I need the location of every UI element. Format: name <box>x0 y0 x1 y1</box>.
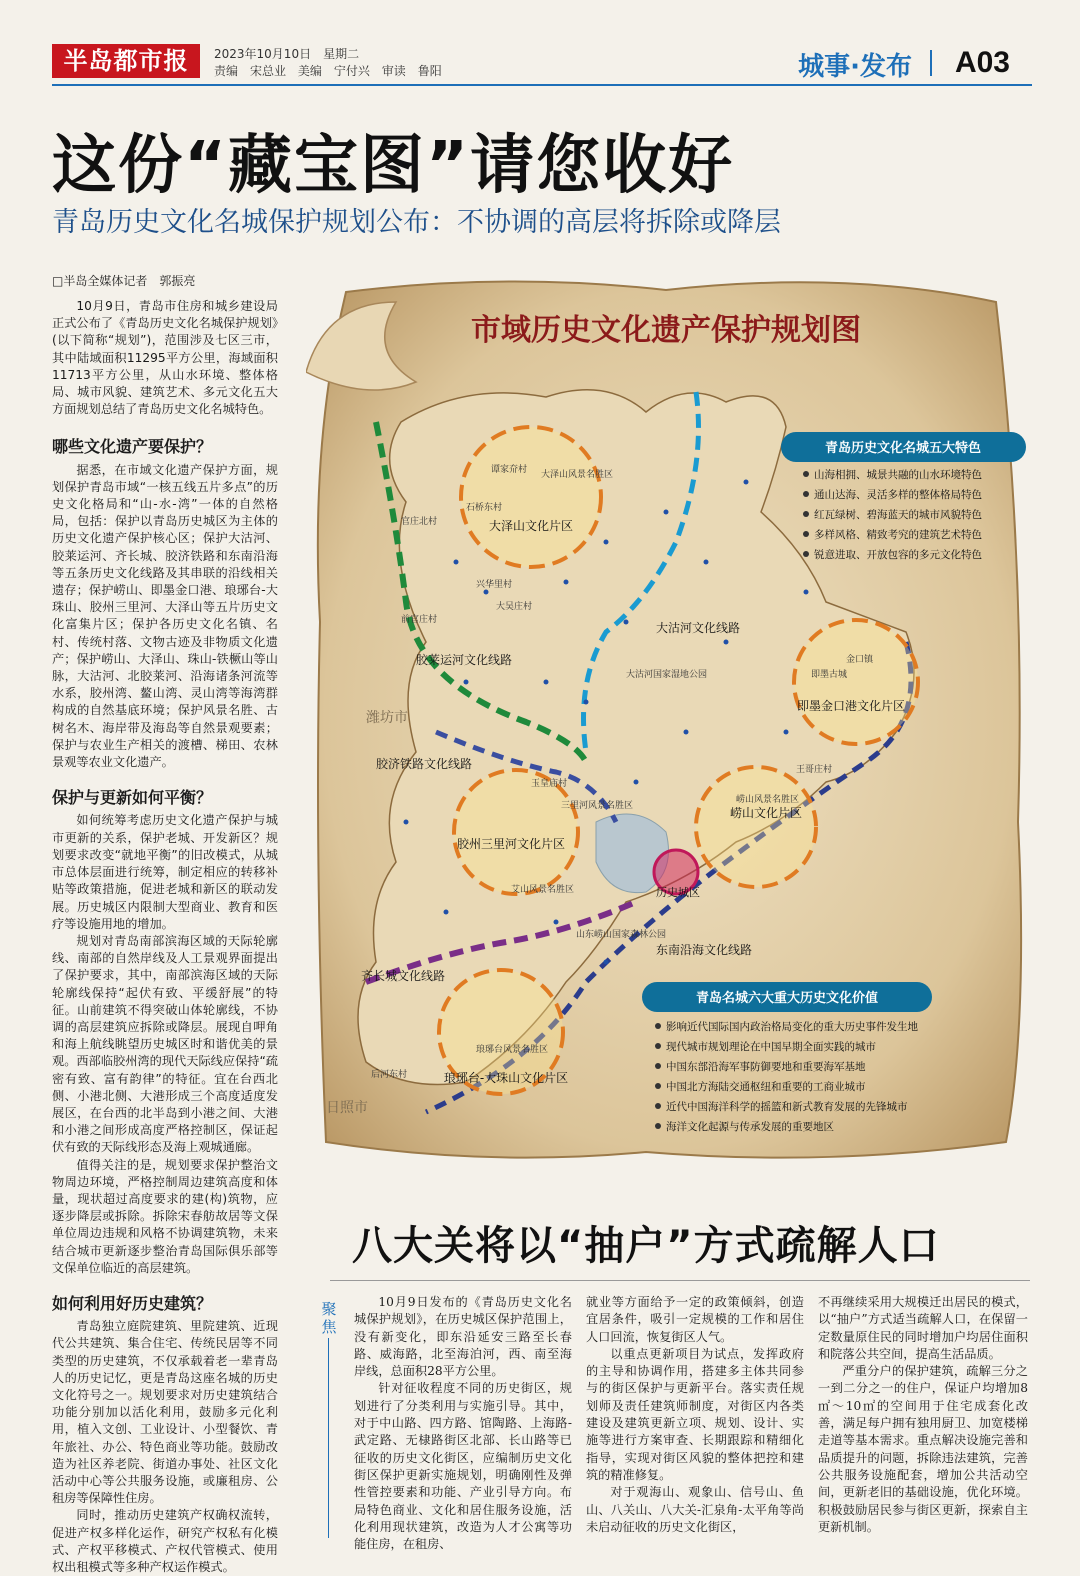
reviewer-credit: 审读 鲁阳 <box>381 64 442 78</box>
route-label-jiaolai: 胶莱运河文化线路 <box>416 653 513 667</box>
masthead <box>52 44 1032 82</box>
answer-paragraph-3b: 同时，推动历史建筑产权确权流转，促进产权多样化运作，研究产权私有化模式、产权平移模式、产权代管模式、使用权出租模式等多种产权运作模式。 <box>52 1508 278 1575</box>
section-name: 城事·发布 <box>798 52 912 82</box>
intro-paragraph: 10月9日，青岛市住房和城乡建设局正式公布了《青岛历史文化名城保护规划》(以下简称“规划”)，范围涉及七区三市，其中陆域面积11295平方公里，海域面积11713平方公里，从山水环境、整体格局、城市风貌、建筑艺术、多元文化五大方面规划总结了青岛历史文化名城特色。 <box>52 299 278 417</box>
story-paragraph: 不再继续采用大规模迁出居民的模式，以“抽户”方式适当疏解人口，在保留一定数量原住民的同时增加户均居住面积和院落公共空间，提高生活品质。 <box>818 1295 1028 1361</box>
focus-tag-line <box>328 1338 329 1538</box>
place-label-weifang: 潍坊市 <box>366 710 408 726</box>
point-label: 琅琊台风景名胜区 <box>476 1045 549 1055</box>
designer-credit: 美编 宁付兴 <box>297 64 370 78</box>
values-title: 青岛名城六大重大历史文化价值 <box>695 991 879 1006</box>
question-heading-2: 保护与更新如何平衡？ <box>52 788 213 808</box>
point-label: 金口镇 <box>846 655 874 665</box>
place-label-rizhao: 日照市 <box>326 1100 368 1116</box>
map-title: 市域历史文化遗产保护规划图 <box>471 313 861 348</box>
article-left-column <box>52 298 278 1576</box>
answer-paragraph-1: 据悉，在市域文化遗产保护方面，规划保护青岛市域“一核五线五片多点”的历史文化格局和“山-水-湾”一体的自然格局，包括：保护以青岛历史城区为主体的历史文化遗产保护核心区；保护大沽河、胶莱运河、齐长城、胶济铁路和东南沿海等五条历史文化线路及其串联的沿线相关遗存；保护崂山、即墨金口港、琅琊台-大珠山、胶州三里河、大泽山等五片历史文化富集片区；保护各历史文化名镇、名村、传统村落、文物古迹及非物质文化遗产；保护崂山、大泽山、珠山-铁橛山等山脉，大沽河、北胶莱河、沿海诸条河流等水系，胶州湾、鳌山湾、灵山湾等海湾群构成的自然基底环境；保护风景名胜、古树名木、海岸带及海岛等自然景观要素；保护与农业生产相关的渡槽、梯田、农林景观等农业文化遗产。 <box>52 462 278 770</box>
point-label: 谭家夼村 <box>491 465 528 475</box>
point-label: 玉皇庙村 <box>531 779 568 789</box>
point-label: 三里河风景名胜区 <box>561 801 634 811</box>
district-circle-jinkou <box>794 620 918 744</box>
section-divider <box>930 50 932 76</box>
story-column-3 <box>818 1294 1028 1536</box>
value-item: 现代城市规划理论在中国早期全面实践的城市 <box>666 1041 876 1053</box>
story-paragraph: 10月9日发布的《青岛历史文化名城保护规划》，在历史城区保护范围上，没有新变化，即东沿延安三路至长春路、威海路，北至海泊河，西、南至海岸线，总面积28平方公里。 <box>354 1295 572 1379</box>
district-circle-dazeshan <box>461 427 601 567</box>
historic-core-label: 历史城区 <box>656 886 700 899</box>
value-item: 影响近代国际国内政治格局变化的重大历史事件发生地 <box>666 1021 918 1033</box>
route-label-qichangcheng: 齐长城文化线路 <box>361 969 446 983</box>
heritage-map <box>306 262 1036 1172</box>
point-label: 崂山风景名胜区 <box>736 795 800 805</box>
question-heading-1: 哪些文化遗产要保护？ <box>52 437 213 457</box>
district-label-langyatai: 琅琊台-大珠山文化片区 <box>443 1071 569 1085</box>
masthead-rule <box>52 84 1032 86</box>
feature-item: 多样风格、精致考究的建筑艺术特色 <box>814 529 982 541</box>
story-paragraph: 就业等方面给予一定的政策倾斜，创造宜居条件，吸引一定规模的工作和居住人口回流，恢复街区人气。 <box>586 1295 804 1344</box>
point-label: 兴华里村 <box>476 580 513 590</box>
route-label-dagu: 大沽河文化线路 <box>656 621 741 635</box>
district-label-laoshan: 崂山文化片区 <box>729 806 803 820</box>
district-label-dazeshan: 大泽山文化片区 <box>488 519 574 533</box>
feature-item: 通山达海、灵活多样的整体格局特色 <box>814 489 982 501</box>
value-item: 海洋文化起源与传承发展的重要地区 <box>666 1121 834 1133</box>
feature-item: 红瓦绿树、碧海蓝天的城市风貌特色 <box>814 509 982 521</box>
value-item: 近代中国海洋科学的摇篮和新式教育发展的先锋城市 <box>666 1101 908 1113</box>
question-heading-3: 如何利用好历史建筑？ <box>52 1293 213 1313</box>
point-label: 官庄北村 <box>401 517 438 527</box>
story-paragraph: 严重分户的保护建筑，疏解三分之一到二分之一的住户，保证户均增加8㎡～10㎡的空间用于住宅成套化改善，满足每户拥有独用厨卫、加宽楼梯走道等基本需求。重点解决设施完善和品质提升的问题，拆除违法建筑，完善公共服务设施配套，增加公共活动空间，更新老旧的基础设施，优化环境。积极鼓励居民参与街区更新，探索自主更新机制。 <box>818 1364 1028 1534</box>
district-label-jinkou: 即墨金口港文化片区 <box>796 699 906 713</box>
point-label: 山东崂山国家森林公园 <box>576 930 667 940</box>
point-label: 石桥东村 <box>466 503 503 513</box>
story-paragraph: 以重点更新项目为试点，发挥政府的主导和协调作用，搭建多主体共同参与的街区保护与更新平台。落实责任规划师及责任建筑师制度，对街区内各类建设及建筑更新立项、规划、设计、实施等进行方案审查、长期跟踪和精细化指导，实现对街区风貌的整体把控和建筑的精准修复。 <box>586 1346 804 1482</box>
headline: 这份“藏宝图”请您收好 <box>52 129 735 203</box>
story-paragraph: 针对征收程度不同的历史街区，规划进行了分类利用与实施引导。其中，对于中山路、四方路、馆陶路、上海路-武定路、无棣路街区北部、长山路等已征收的历史文化街区，应编制历史文化街区保护更新实施规划，明确刚性及弹性管控要素和功能、产业引导方向。布局特色商业、文化和居住服务设施，活化利用现状建筑，改造为人才公寓等功能住房，在租房、 <box>354 1381 572 1552</box>
district-circle-laoshan <box>696 767 816 887</box>
answer-paragraph-2a: 如何统筹考虑历史文化遗产保护与城市更新的关系，保护老城、开发新区？规划要求改变“就地平衡”的旧改模式，从城市总体层面进行统筹，制定相应的转移补贴等政策措施，促进老城和新区的联动发展。历史城区内限制大型商业、教育和医疗等设施用地的增加。 <box>52 813 278 931</box>
features-title: 青岛历史文化名城五大特色 <box>824 441 982 456</box>
byline: □半岛全媒体记者 郭振亮 <box>52 274 196 288</box>
point-label: 王哥庄村 <box>796 765 833 775</box>
answer-paragraph-2b: 规划对青岛南部滨海区域的天际轮廓线、南部的自然岸线及人工景观界面提出了保护要求，其中，南部滨海区域的天际轮廓线保持“起伏有致、平缓舒展”的特征。山前建筑不得突破山体轮廓线，不协调的高层建筑应拆除或降层。展现自呷角和海上航线眺望历史城区时和谐优美的景观。西部临胶州湾的现代天际线应保持“疏密有致、富有韵律”的特征。宜在台西北侧、小港北侧、大港形成三个高度适度发展区，在台西的北半岛到小港之间、大港和小港之间形成高度严格控制区，保证起伏有致的天际线形态及海上观城通廊。 <box>52 933 278 1155</box>
value-item: 中国北方海陆交通枢纽和重要的工商业城市 <box>666 1081 866 1093</box>
point-label: 大沽河国家湿地公园 <box>626 670 708 680</box>
feature-item: 山海相拥、城景共融的山水环境特色 <box>814 469 982 481</box>
point-label: 大吴庄村 <box>496 602 533 612</box>
story-column-2 <box>586 1294 804 1536</box>
date-line: 2023年10月10日 星期二 <box>214 47 360 61</box>
point-label: 即墨古城 <box>811 670 848 680</box>
secondary-rule <box>330 1280 1030 1281</box>
point-label: 前官庄村 <box>401 615 438 625</box>
answer-paragraph-3a: 青岛独立庭院建筑、里院建筑、近现代公共建筑、集合住宅、传统民居等不同类型的历史建筑，不仅承载着老一辈青岛人的历史记忆，更是青岛这座名城的历史文化符号之一。规划要求对历史建筑结合功能分别加以活化利用，鼓励多元化利用，植入文创、工业设计、小型餐饮、青年旅社、办公、特色商业等功能。鼓励改造为社区养老院、街道办事处、社区文化活动中心等公共服务设施，或廉租房、公租房等保障性住房。 <box>52 1319 278 1506</box>
point-label: 大泽山风景名胜区 <box>541 470 614 480</box>
route-label-coast: 东南沿海文化线路 <box>656 943 753 957</box>
editor-credit: 责编 宋总业 <box>214 64 287 78</box>
value-item: 中国东部沿海军事防御要地和重要海军基地 <box>666 1061 866 1073</box>
subheadline: 青岛历史文化名城保护规划公布：不协调的高层将拆除或降层 <box>52 207 781 238</box>
answer-paragraph-2c: 值得关注的是，规划要求保护整治文物周边环境，严格控制周边建筑高度和体量，现状超过高度要求的建(构)筑物，应逐步降层或拆除。拆除宋春舫故居等文保单位周边违规和风格不协调建筑物，未来结合城市更新逐步整治青岛国际俱乐部等文保单位临近的高层建筑。 <box>52 1157 278 1275</box>
focus-tag: 聚焦 <box>321 1300 337 1336</box>
point-label: 后河东村 <box>371 1070 408 1080</box>
story-column-1 <box>354 1294 572 1553</box>
point-label: 艾山风景名胜区 <box>511 885 575 895</box>
feature-item: 锐意进取、开放包容的多元文化特色 <box>814 549 982 561</box>
page-number: A03 <box>954 46 1010 79</box>
district-label-sanlihe: 胶州三里河文化片区 <box>456 837 566 851</box>
newspaper-logo: 半岛都市报 <box>52 44 200 78</box>
staff-line <box>214 62 450 79</box>
route-label-jiaoji: 胶济铁路文化线路 <box>376 757 473 771</box>
secondary-headline: 八大关将以“抽户”方式疏解人口 <box>352 1223 940 1269</box>
story-paragraph: 对于观海山、观象山、信号山、鱼山、八关山、八大关-汇泉角-太平角等尚未启动征收的历史文化街区， <box>586 1485 804 1534</box>
